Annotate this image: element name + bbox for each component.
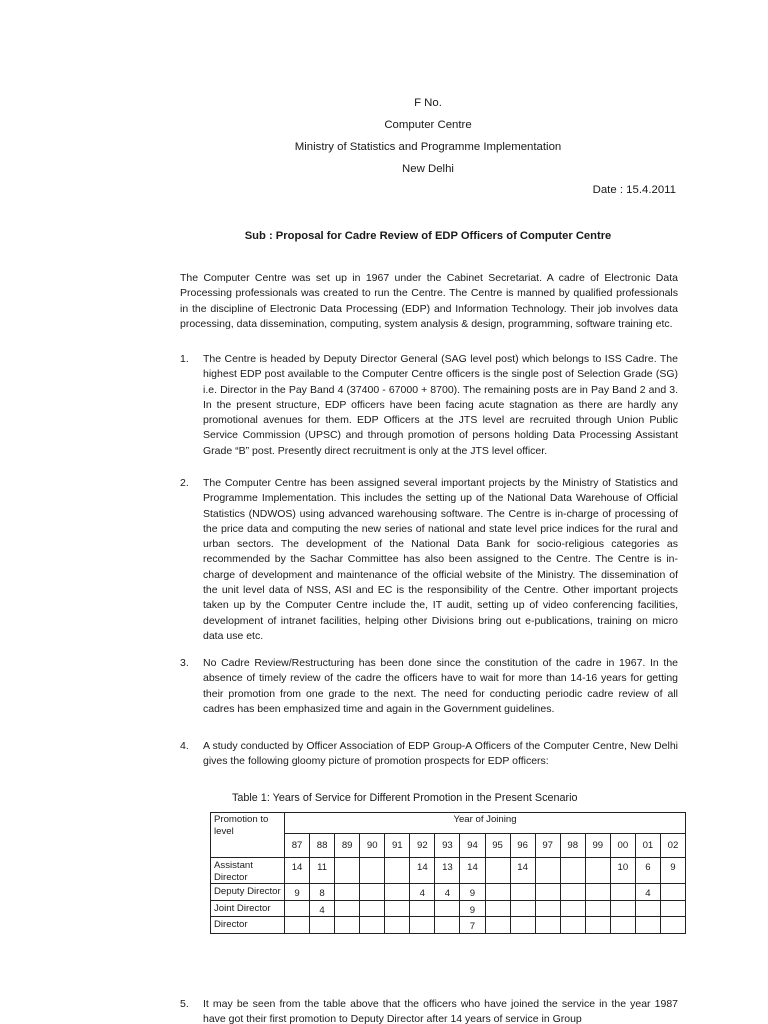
years-of-service-cell xyxy=(435,917,460,934)
years-of-service-cell xyxy=(285,917,310,934)
years-of-service-cell: 4 xyxy=(635,884,660,901)
document-date: Date : 15.4.2011 xyxy=(592,184,676,196)
years-of-service-cell xyxy=(335,900,360,917)
years-of-service-cell xyxy=(435,900,460,917)
year-header-cell: 93 xyxy=(435,834,460,858)
table-row xyxy=(211,900,686,917)
year-header-cell: 89 xyxy=(335,834,360,858)
list-item-4 xyxy=(180,739,678,770)
promotion-level-cell: Assistant Director xyxy=(211,858,285,884)
year-header-cell: 98 xyxy=(560,834,585,858)
year-header-cell: 90 xyxy=(360,834,385,858)
years-of-service-cell xyxy=(335,858,360,884)
years-of-service-cell xyxy=(560,917,585,934)
year-header-cell: 91 xyxy=(385,834,410,858)
year-header-cell: 92 xyxy=(410,834,435,858)
year-header-cell: 97 xyxy=(535,834,560,858)
years-of-service-cell xyxy=(510,900,535,917)
years-of-service-cell xyxy=(610,900,635,917)
years-of-service-cell: 11 xyxy=(310,858,335,884)
years-of-service-cell: 14 xyxy=(510,858,535,884)
item-number: 2. xyxy=(180,477,189,489)
subject-line: Sub : Proposal for Cadre Review of EDP Officers of Computer Centre xyxy=(244,230,612,242)
table-row xyxy=(211,858,686,884)
list-item-5 xyxy=(180,997,678,1024)
years-of-service-cell xyxy=(510,917,535,934)
years-of-service-cell: 14 xyxy=(285,858,310,884)
ministry-name: Ministry of Statistics and Programme Implementation xyxy=(294,141,562,153)
item-number: 3. xyxy=(180,657,189,669)
table-header-row xyxy=(211,813,686,834)
promotion-level-cell: Director xyxy=(211,917,285,934)
years-of-service-cell xyxy=(485,884,510,901)
years-of-service-cell xyxy=(585,858,610,884)
years-of-service-cell xyxy=(535,917,560,934)
years-of-service-cell xyxy=(635,917,660,934)
corner-header: Promotion to level xyxy=(211,813,285,858)
years-of-service-cell xyxy=(385,900,410,917)
years-of-service-cell: 9 xyxy=(460,900,485,917)
year-header-cell: 96 xyxy=(510,834,535,858)
years-of-service-cell xyxy=(560,884,585,901)
years-of-service-cell xyxy=(585,900,610,917)
years-of-service-cell xyxy=(535,884,560,901)
intro-paragraph: The Computer Centre was set up in 1967 under the Cabinet Secretariat. A cadre of Electronic Data Processing professionals was created to run the Centre. The Centre is manned by qualified professionals in the discipline of Electronic Data Processing (EDP) and Information Technology. Their job involves data processing, data dissemination, computing, system analysis & design, programming, software training etc. xyxy=(180,272,678,330)
years-of-service-cell xyxy=(360,884,385,901)
years-of-service-cell xyxy=(285,900,310,917)
item-number: 5. xyxy=(180,998,189,1010)
years-of-service-cell: 4 xyxy=(310,900,335,917)
years-of-service-cell: 7 xyxy=(460,917,485,934)
years-of-service-cell xyxy=(610,884,635,901)
years-of-service-cell xyxy=(635,900,660,917)
years-of-service-cell xyxy=(560,900,585,917)
promotion-level-cell: Joint Director xyxy=(211,900,285,917)
years-of-service-cell: 9 xyxy=(660,858,685,884)
year-header-cell: 02 xyxy=(660,834,685,858)
years-of-service-cell xyxy=(510,884,535,901)
item-text: The Computer Centre has been assigned several important projects by the Ministry of Statistics and Programme Implementation. This includes the setting up of the National Data Warehouse of Official Statistics (NDWOS) using advanced warehousing software. The Centre is in-charge of processing of the price data and computing the new series of national and state level price indices for the rural and urban sectors. The development of the National Data Bank for socio-religious categories as recommended by the Sachar Committee has also been assigned to the Centre. The Centre is in-charge of development and maintenance of the official website of the Ministry. The dissemination of the unit level data of NSS, ASI and EC is the responsibility of the Centre. Other important projects taken up by the Computer Centre include the, IT audit, setting up of video conferencing facilities, development of intranet facilities, helping other Divisions bring out e-publications, training on micro data use etc. xyxy=(203,477,678,642)
years-of-service-cell xyxy=(585,884,610,901)
year-header-cell: 95 xyxy=(485,834,510,858)
city-name: New Delhi xyxy=(402,163,454,175)
years-of-service-cell: 4 xyxy=(435,884,460,901)
office-name: Computer Centre xyxy=(384,119,472,131)
item-text: The Centre is headed by Deputy Director General (SAG level post) which belongs to ISS Cadre. The highest EDP post available to the Computer Centre officers is the single post of Selection Grade (SG) i.e. Director in the Pay Band 4 (37400 - 67000 + 8700). The remaining posts are in Pay Band 2 and 3. In the present structure, EDP officers have been facing acute stagnation as there are hardly any promotional avenues for them. EDP Officers at the JTS level are recruited through Union Public Service Commission (UPSC) and through promotion of persons holding Data Processing Assistant Grade “B” post. Presently direct recruitment is only at the JTS level officer. xyxy=(203,353,678,457)
years-of-service-cell: 10 xyxy=(610,858,635,884)
years-of-service-cell xyxy=(310,917,335,934)
item-text: It may be seen from the table above that the officers who have joined the service in the year 1987 have got their first promotion to Deputy Director after 14 years of service in Group xyxy=(203,998,678,1024)
years-of-service-cell xyxy=(360,900,385,917)
years-of-service-cell xyxy=(660,917,685,934)
list-item-3 xyxy=(180,656,678,717)
year-header-cell: 87 xyxy=(285,834,310,858)
years-of-service-cell xyxy=(410,900,435,917)
years-of-service-cell xyxy=(485,858,510,884)
years-of-service-cell xyxy=(485,900,510,917)
years-of-service-cell xyxy=(335,884,360,901)
year-header-cell: 01 xyxy=(635,834,660,858)
years-of-service-cell xyxy=(410,917,435,934)
years-of-service-cell: 9 xyxy=(285,884,310,901)
table-row xyxy=(211,917,686,934)
list-item-1 xyxy=(180,352,678,459)
years-of-service-cell: 14 xyxy=(460,858,485,884)
years-of-service-cell xyxy=(360,858,385,884)
years-of-service-cell xyxy=(560,858,585,884)
years-of-service-cell xyxy=(660,884,685,901)
year-of-joining-header: Year of Joining xyxy=(285,813,686,834)
years-of-service-cell xyxy=(585,917,610,934)
years-of-service-cell: 9 xyxy=(460,884,485,901)
years-of-service-cell: 13 xyxy=(435,858,460,884)
item-text: No Cadre Review/Restructuring has been done since the constitution of the cadre in 1967. In the absence of timely review of the cadre the officers have to wait for more than 14-16 years for getting their promotion from one grade to the next. The need for conducting periodic cadre review of all cadres has been emphasized time and again in the Government guidelines. xyxy=(203,657,678,715)
list-item-2 xyxy=(180,476,678,644)
year-header-cell: 94 xyxy=(460,834,485,858)
years-of-service-cell: 6 xyxy=(635,858,660,884)
years-of-service-cell xyxy=(385,858,410,884)
years-of-service-cell xyxy=(485,917,510,934)
item-number: 1. xyxy=(180,353,189,365)
year-header-cell: 88 xyxy=(310,834,335,858)
years-of-service-cell xyxy=(335,917,360,934)
years-of-service-cell: 4 xyxy=(410,884,435,901)
years-of-service-cell: 8 xyxy=(310,884,335,901)
file-number: F No. xyxy=(414,97,442,109)
promotion-table xyxy=(210,812,686,934)
item-text: A study conducted by Officer Association of EDP Group-A Officers of the Computer Centre, New Delhi gives the following gloomy picture of promotion prospects for EDP officers: xyxy=(203,740,678,768)
year-header-cell: 00 xyxy=(610,834,635,858)
table-row xyxy=(211,884,686,901)
item-number: 4. xyxy=(180,740,189,752)
years-of-service-cell xyxy=(660,900,685,917)
years-of-service-cell xyxy=(385,917,410,934)
years-of-service-cell xyxy=(535,858,560,884)
years-of-service-cell xyxy=(610,917,635,934)
years-of-service-cell: 14 xyxy=(410,858,435,884)
table-caption: Table 1: Years of Service for Different Promotion in the Present Scenario xyxy=(232,792,578,804)
year-header-cell: 99 xyxy=(585,834,610,858)
years-of-service-cell xyxy=(360,917,385,934)
years-of-service-cell xyxy=(535,900,560,917)
promotion-level-cell: Deputy Director xyxy=(211,884,285,901)
years-of-service-cell xyxy=(385,884,410,901)
